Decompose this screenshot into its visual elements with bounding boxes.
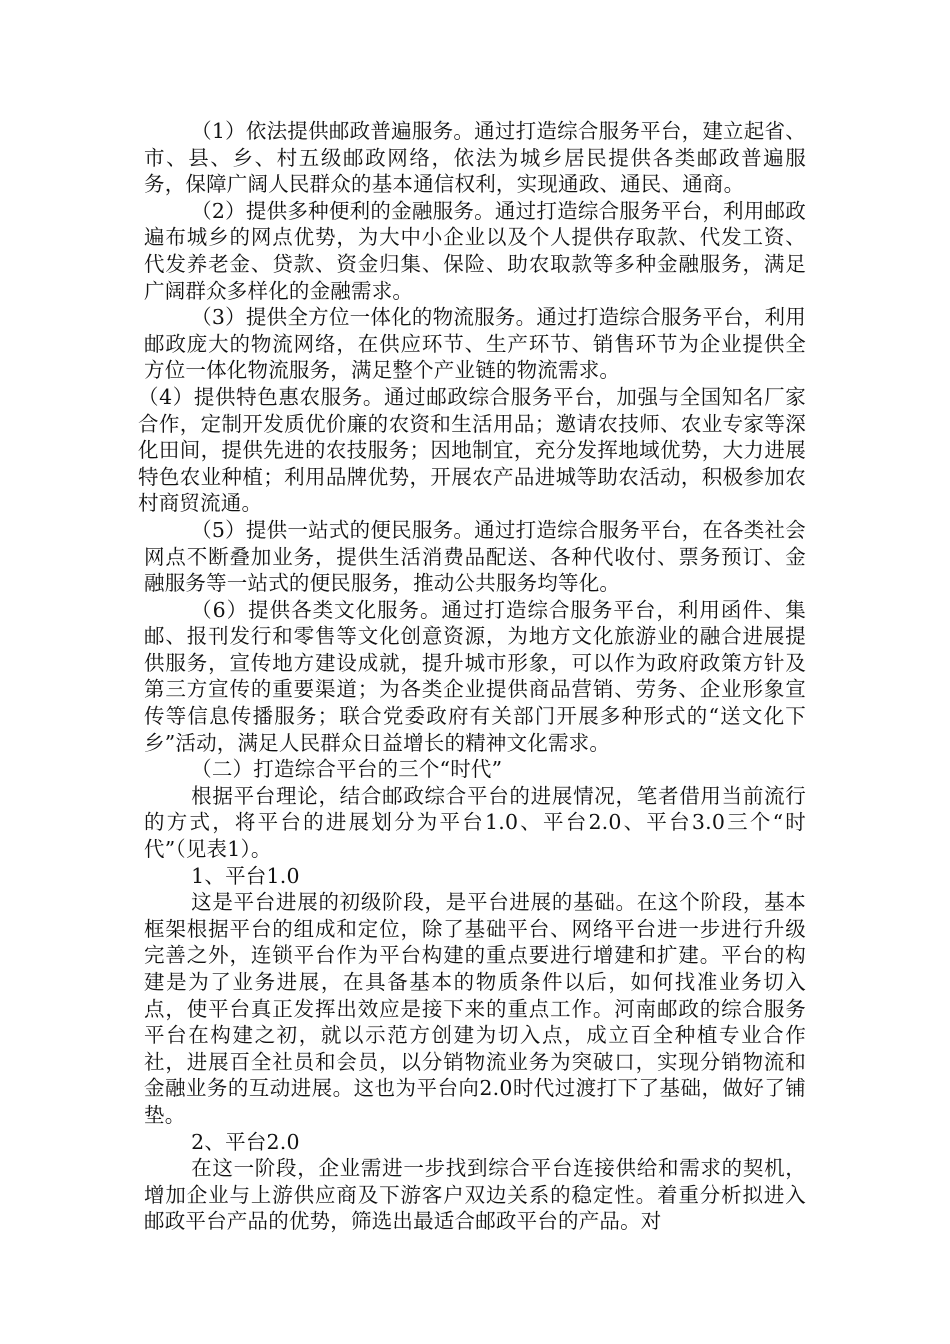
document-body: [138, 118, 806, 1235]
subheading-platform-2-0: 2、平台2.0: [191, 1129, 300, 1154]
subheading-platform-1-0: 1、平台1.0: [191, 863, 300, 888]
paragraph-convenience-services: （5）提供一站式的便民服务。通过打造综合服务平台，在各类社会网点不断叠加业务，提供生活消费品配送、各种代收付、票务预订、金融服务等一站式的便民服务，推动公共服务均等化。: [144, 517, 806, 596]
paragraph-platform-theory: 根据平台理论，结合邮政综合平台的进展情况，笔者借用当前流行的方式，将平台的进展划分为平台1.0、平台2.0、平台3.0三个“时代”（见表1）。: [144, 783, 806, 862]
paragraph-financial-services: （2）提供多种便利的金融服务。通过打造综合服务平台，利用邮政遍布城乡的网点优势，为大中小企业以及个人提供存取款、代发工资、代发养老金、贷款、资金归集、保险、助农取款等多种金融服务，满足广阔群众多样化的金融需求。: [144, 198, 806, 303]
paragraph-platform-2-0: 在这一阶段，企业需进一步找到综合平台连接供给和需求的契机，增加企业与上游供应商及下游客户双边关系的稳定性。着重分析拟进入邮政平台产品的优势，筛选出最适合邮政平台的产品。对: [144, 1156, 806, 1234]
paragraph-cultural-services: （6）提供各类文化服务。通过打造综合服务平台，利用函件、集邮、报刊发行和零售等文化创意资源，为地方文化旅游业的融合进展提供服务，宣传地方建设成就，提升城市形象，可以作为政府政策方针及第三方宣传的重要渠道；为各类企业提供商品营销、劳务、企业形象宣传等信息传播服务；联合党委政府有关部门开展多种形式的“送文化下乡”活动，满足人民群众日益增长的精神文化需求。: [144, 597, 806, 755]
paragraph-platform-1-0: 这是平台进展的初级阶段，是平台进展的基础。在这个阶段，基本框架根据平台的组成和定位，除了基础平台、网络平台进一步进行升级完善之外，连锁平台作为平台构建的重点要进行增建和扩建。平台的构建是为了业务进展，在具备基本的物质条件以后，如何找准业务切入点，使平台真正发挥出效应是接下来的重点工作。河南邮政的综合服务平台在构建之初，就以示范方创建为切入点，成立百全种植专业合作社，进展百全社员和会员，以分销物流业务为突破口，实现分销物流和金融业务的互动进展。这也为平台向2.0时代过渡打下了基础，做好了铺垫。: [144, 890, 806, 1127]
paragraph-logistics-services: （3）提供全方位一体化的物流服务。通过打造综合服务平台，利用邮政庞大的物流网络，在供应环节、生产环节、销售环节为企业提供全方位一体化物流服务，满足整个产业链的物流需求。: [144, 305, 806, 383]
section-heading-three-eras: （二）打造综合平台的三个“时代”: [191, 757, 503, 782]
paragraph-agriculture-services: （4）提供特色惠农服务。通过邮政综合服务平台，加强与全国知名厂家合作，定制开发质优价廉的农资和生活用品；邀请农技师、农业专家等深化田间，提供先进的农技服务；因地制宜，充分发挥地域优势，大力进展特色农业种植；利用品牌优势，开展农产品进城等助农活动，积极参加农村商贸流通。: [138, 384, 806, 516]
paragraph-postal-universal-service: （1）依法提供邮政普遍服务。通过打造综合服务平台，建立起省、市、县、乡、村五级邮政网络，依法为城乡居民提供各类邮政普遍服务，保障广阔人民群众的基本通信权利，实现通政、通民、通商。: [144, 119, 806, 197]
